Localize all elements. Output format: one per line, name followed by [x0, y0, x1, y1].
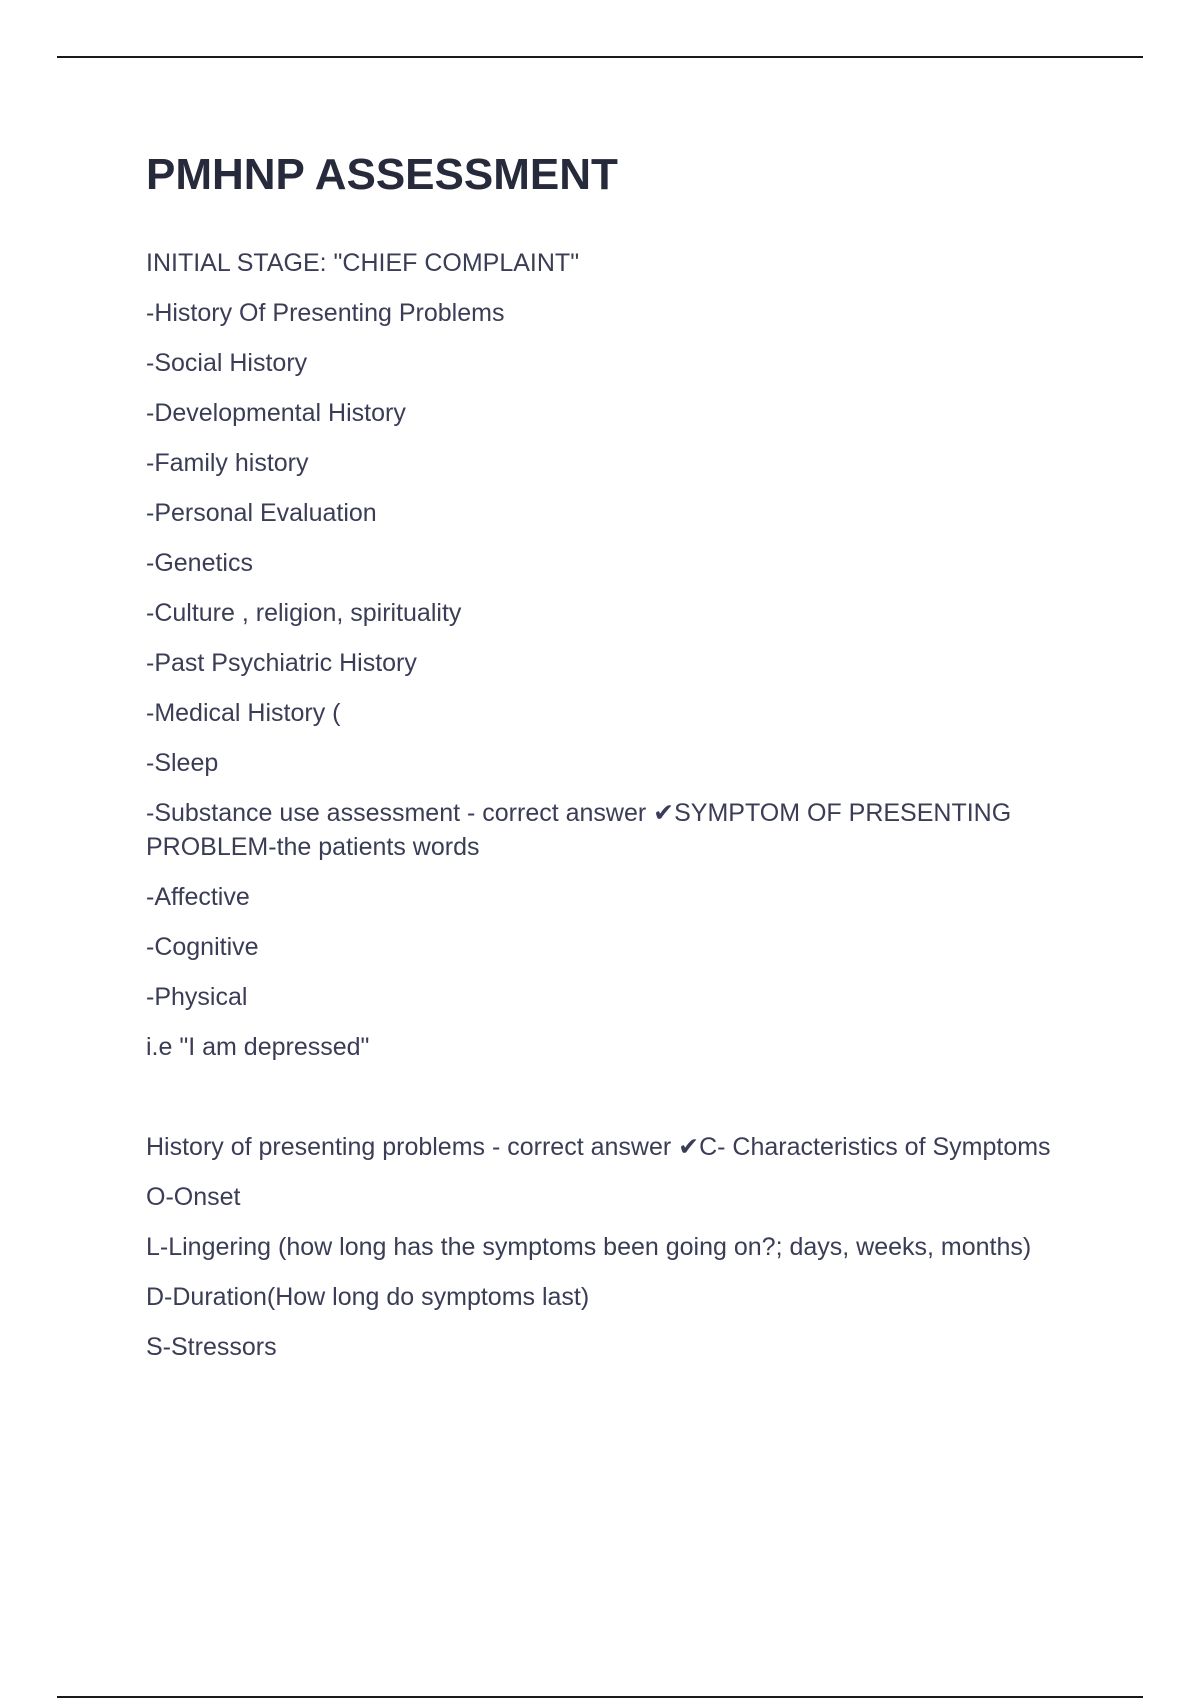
- document-title: PMHNP ASSESSMENT: [146, 150, 618, 199]
- paragraph: -Family history: [146, 449, 309, 477]
- paragraph: L-Lingering (how long has the symptoms been going on?; days, weeks, months): [146, 1233, 1032, 1261]
- paragraph: -Personal Evaluation: [146, 499, 377, 527]
- paragraph: History of presenting problems - correct answer ✔C- Characteristics of Symptoms: [146, 1133, 1051, 1161]
- top-rule: [57, 56, 1143, 58]
- paragraph: -Culture , religion, spirituality: [146, 599, 462, 627]
- document-body: [146, 140, 1066, 1380]
- paragraph: -Social History: [146, 349, 308, 377]
- paragraph: -Physical: [146, 983, 248, 1011]
- paragraph: -Affective: [146, 883, 250, 911]
- paragraph: -Cognitive: [146, 933, 259, 961]
- paragraph: -Sleep: [146, 749, 219, 777]
- paragraph: -Genetics: [146, 549, 253, 577]
- paragraph: S-Stressors: [146, 1333, 277, 1361]
- section-history-presenting-problems: [146, 1130, 1066, 1364]
- paragraph: i.e "I am depressed": [146, 1033, 370, 1061]
- paragraph: -History Of Presenting Problems: [146, 299, 505, 327]
- paragraph: -Developmental History: [146, 399, 406, 427]
- paragraph: INITIAL STAGE: "CHIEF COMPLAINT": [146, 249, 580, 277]
- paragraph: -Medical History (: [146, 699, 341, 727]
- paragraph: -Past Psychiatric History: [146, 649, 417, 677]
- paragraph: D-Duration(How long do symptoms last): [146, 1283, 590, 1311]
- bottom-rule: [57, 1696, 1143, 1698]
- paragraph: O-Onset: [146, 1183, 241, 1211]
- paragraph: -Substance use assessment - correct answer ✔SYMPTOM OF PRESENTING PROBLEM-the patients words: [146, 799, 1012, 861]
- section-chief-complaint: [146, 246, 1066, 1064]
